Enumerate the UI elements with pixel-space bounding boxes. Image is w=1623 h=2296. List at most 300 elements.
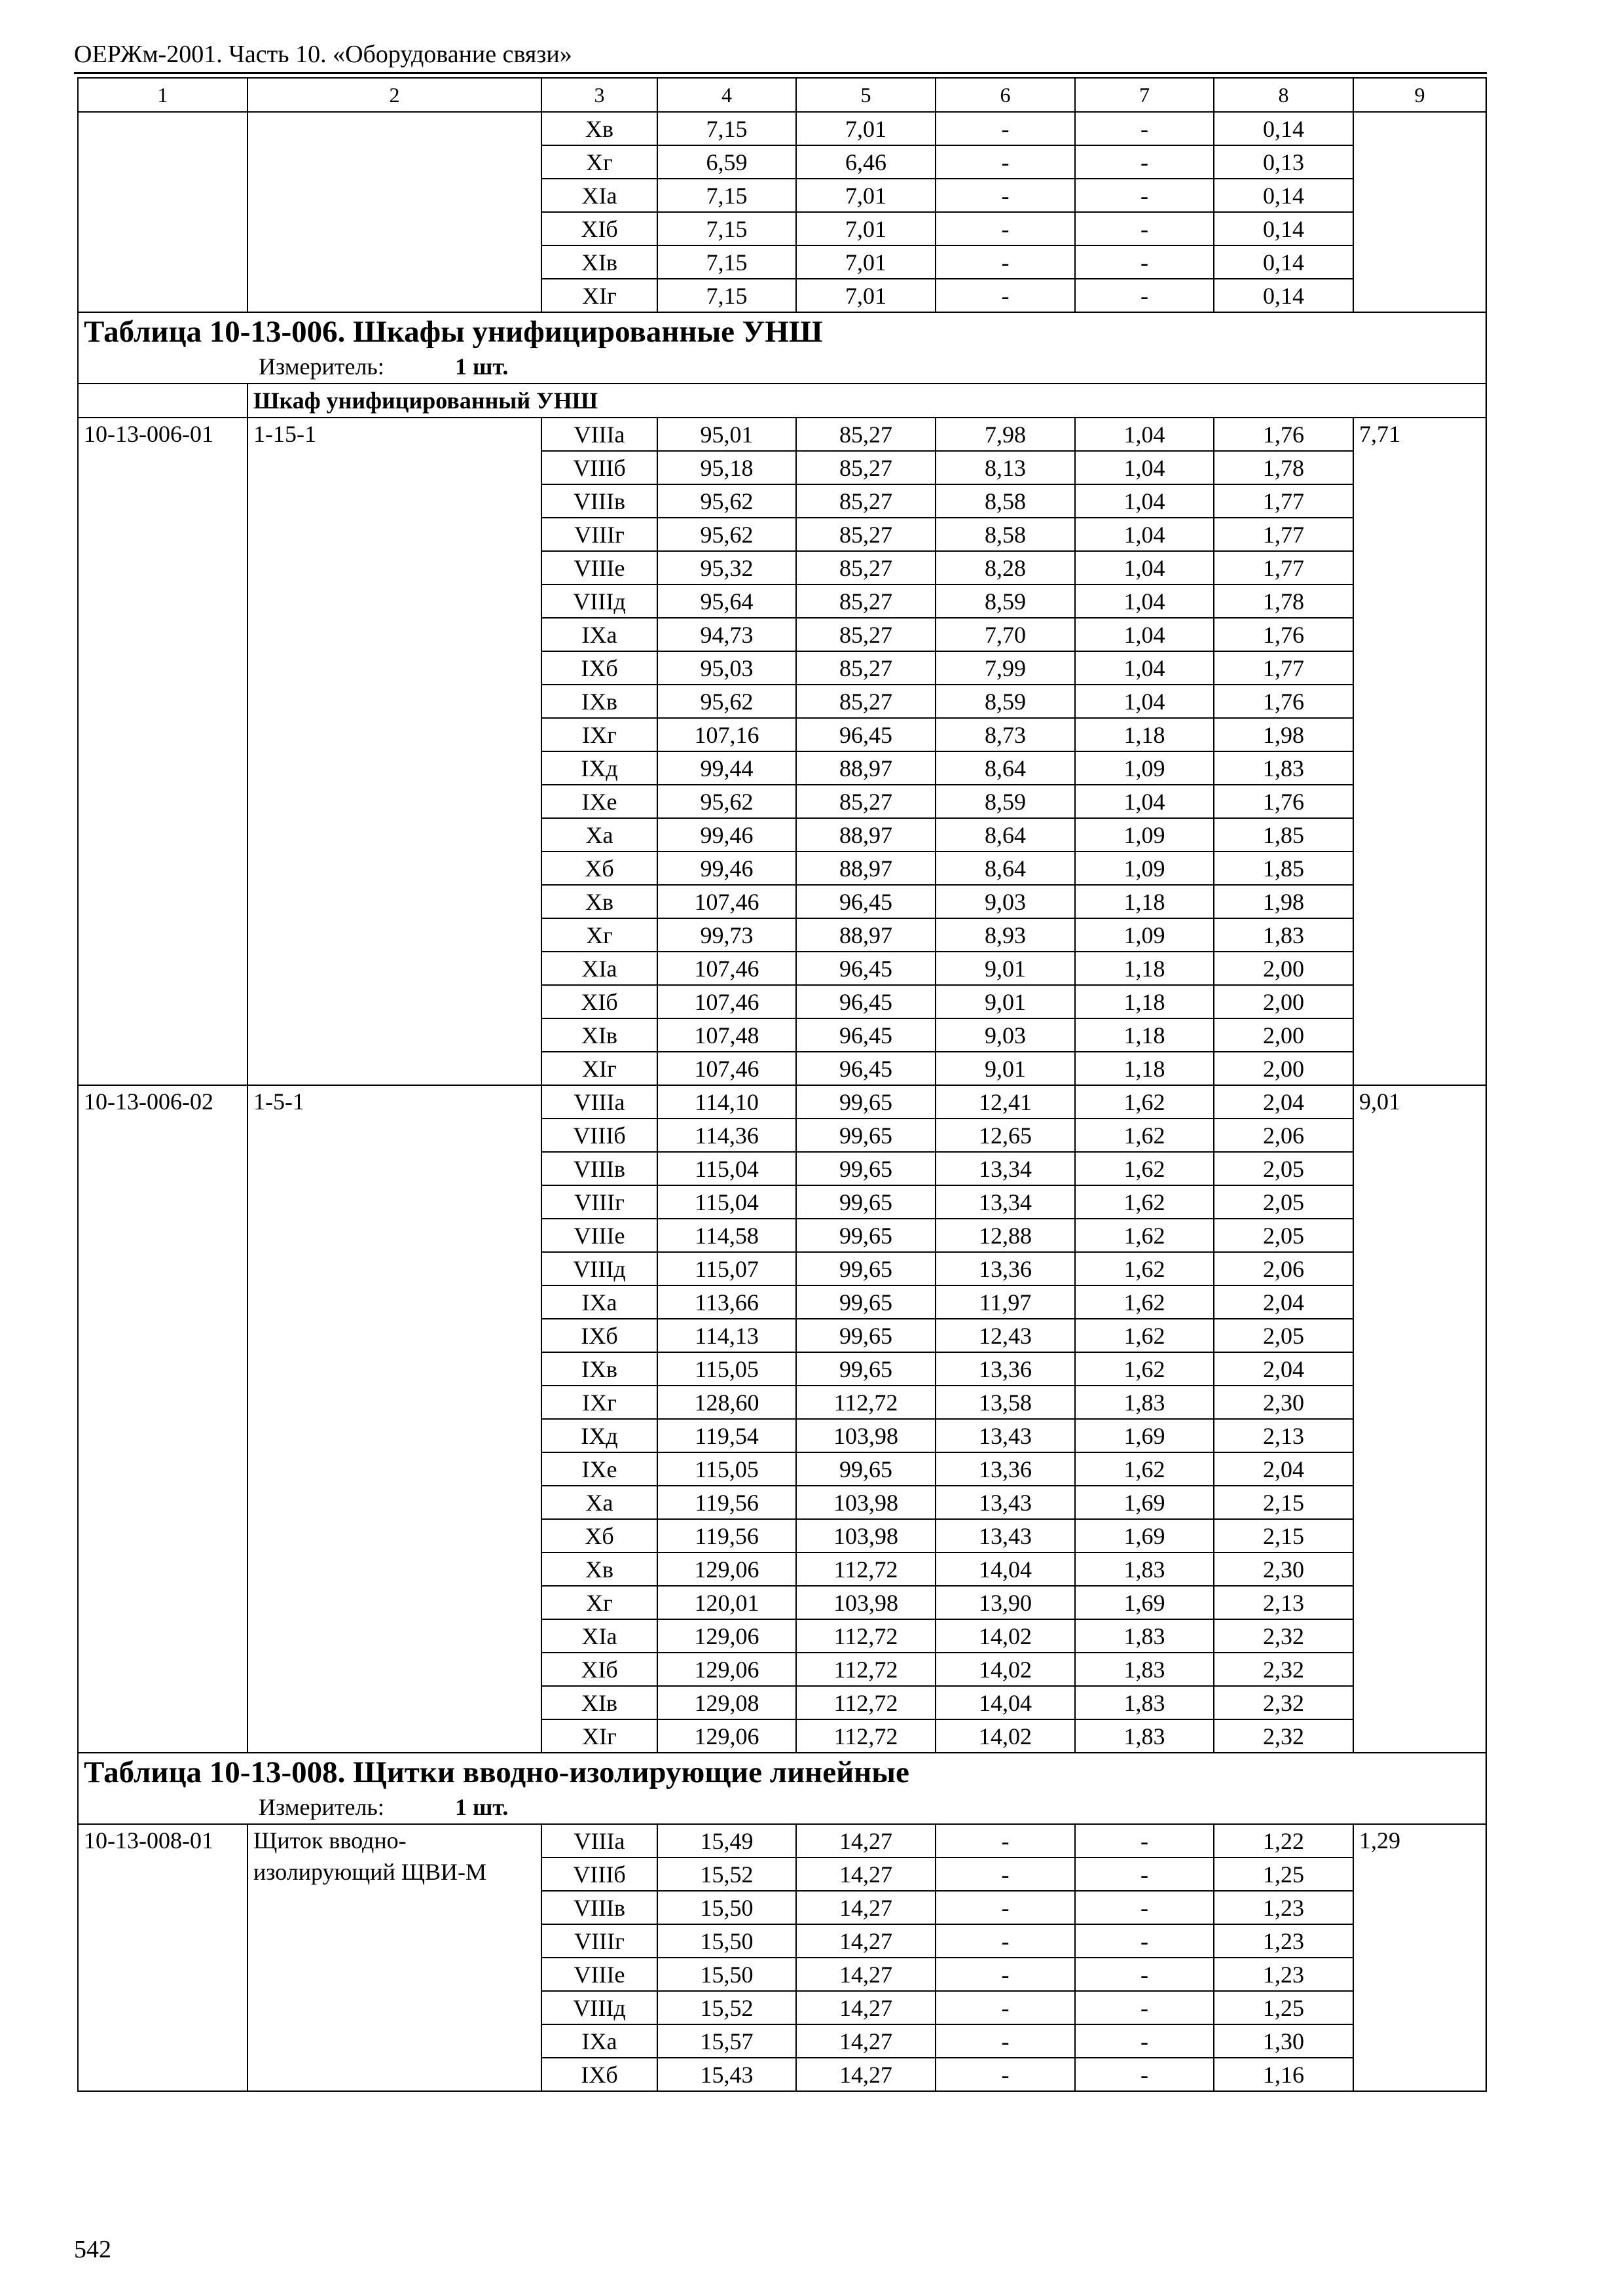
zone-cell: Xа (541, 818, 657, 852)
machine-cost-cell: 11,97 (936, 1285, 1075, 1319)
total-cost-cell: 95,62 (657, 685, 796, 718)
machine-cost-cell: 14,02 (936, 1653, 1075, 1686)
wage-cost-cell: 85,27 (796, 785, 936, 818)
driver-wage-cell: 1,18 (1075, 885, 1214, 918)
total-cost-cell: 99,46 (657, 818, 796, 852)
driver-wage-cell: - (1075, 279, 1214, 312)
total-cost-cell: 15,52 (657, 1857, 796, 1891)
machine-cost-cell: 13,43 (936, 1519, 1075, 1552)
driver-wage-cell: - (1075, 1924, 1214, 1958)
machine-cost-cell: 14,04 (936, 1686, 1075, 1719)
wage-cost-cell: 103,98 (796, 1586, 936, 1619)
wage-cost-cell: 14,27 (796, 2058, 936, 2091)
zone-cell: IXа (541, 618, 657, 651)
total-cost-cell: 115,05 (657, 1452, 796, 1486)
table-row (78, 418, 1486, 451)
materials-cost-cell: 1,76 (1214, 418, 1353, 451)
driver-wage-cell: 1,04 (1075, 418, 1214, 451)
total-cost-cell: 120,01 (657, 1586, 796, 1619)
column-number-8: 8 (1214, 78, 1353, 112)
machine-cost-cell: 14,02 (936, 1719, 1075, 1753)
machine-cost-cell: 13,90 (936, 1586, 1075, 1619)
machine-cost-cell: - (936, 245, 1075, 279)
materials-cost-cell: 2,32 (1214, 1686, 1353, 1719)
zone-cell: VIIIб (541, 1857, 657, 1891)
materials-cost-cell: 2,30 (1214, 1552, 1353, 1586)
measure-cell (78, 1791, 1486, 1824)
wage-cost-cell: 88,97 (796, 852, 936, 885)
total-cost-cell: 129,06 (657, 1619, 796, 1653)
table-row (78, 112, 1486, 145)
materials-cost-cell: 2,05 (1214, 1185, 1353, 1219)
zone-cell: Xа (541, 1486, 657, 1519)
materials-cost-cell: 1,85 (1214, 852, 1353, 885)
total-cost-cell: 115,07 (657, 1252, 796, 1285)
zone-cell: VIIIг (541, 518, 657, 551)
machine-cost-cell: 8,59 (936, 785, 1075, 818)
materials-cost-cell: 1,23 (1214, 1958, 1353, 1991)
total-cost-cell: 115,04 (657, 1185, 796, 1219)
materials-cost-cell: 2,13 (1214, 1586, 1353, 1619)
materials-cost-cell: 1,23 (1214, 1891, 1353, 1924)
zone-cell: IXе (541, 1452, 657, 1486)
column-number-row (78, 78, 1486, 112)
total-cost-cell: 107,46 (657, 1052, 796, 1085)
table-row (78, 1824, 1486, 1857)
driver-wage-cell: 1,83 (1075, 1719, 1214, 1753)
materials-cost-cell: 1,76 (1214, 785, 1353, 818)
table-title: Таблица 10-13-008. Щитки вводно-изолирующие линейные (78, 1753, 1486, 1791)
materials-cost-cell: 0,14 (1214, 279, 1353, 312)
machine-cost-cell: - (936, 1958, 1075, 1991)
total-cost-cell: 129,06 (657, 1719, 796, 1753)
machine-cost-cell: 14,04 (936, 1552, 1075, 1586)
wage-cost-cell: 99,65 (796, 1252, 936, 1285)
materials-cost-cell: 2,06 (1214, 1252, 1353, 1285)
machine-cost-cell: - (936, 212, 1075, 245)
machine-cost-cell: 14,02 (936, 1619, 1075, 1653)
machine-cost-cell: - (936, 2058, 1075, 2091)
total-cost-cell: 15,50 (657, 1891, 796, 1924)
total-cost-cell: 7,15 (657, 212, 796, 245)
driver-wage-cell: 1,69 (1075, 1486, 1214, 1519)
group-title: Шкаф унифицированный УНШ (247, 384, 1486, 418)
wage-cost-cell: 112,72 (796, 1719, 936, 1753)
wage-cost-cell: 96,45 (796, 952, 936, 985)
driver-wage-cell: 1,18 (1075, 952, 1214, 985)
wage-cost-cell: 85,27 (796, 518, 936, 551)
zone-cell: XIа (541, 952, 657, 985)
machine-cost-cell: 13,34 (936, 1185, 1075, 1219)
total-cost-cell: 94,73 (657, 618, 796, 651)
materials-cost-cell: 1,83 (1214, 751, 1353, 785)
materials-cost-cell: 1,77 (1214, 651, 1353, 685)
total-cost-cell: 114,58 (657, 1219, 796, 1252)
page-header: ОЕРЖм-2001. Часть 10. «Оборудование связи» (74, 41, 572, 68)
zone-cell: VIIIе (541, 1958, 657, 1991)
driver-wage-cell: 1,09 (1075, 918, 1214, 952)
machine-cost-cell: 12,41 (936, 1085, 1075, 1119)
materials-cost-cell: 1,98 (1214, 718, 1353, 751)
zone-cell: Xг (541, 145, 657, 179)
materials-cost-cell: 1,22 (1214, 1824, 1353, 1857)
zone-cell: XIа (541, 179, 657, 212)
header-rule (74, 72, 1487, 74)
wage-cost-cell: 14,27 (796, 1958, 936, 1991)
wage-cost-cell: 85,27 (796, 418, 936, 451)
zone-cell: VIIIа (541, 418, 657, 451)
zone-cell: IXа (541, 1285, 657, 1319)
column-number-1: 1 (78, 78, 247, 112)
zone-cell: IXб (541, 2058, 657, 2091)
measure-value: 1 шт. (455, 1794, 509, 1820)
driver-wage-cell: 1,83 (1075, 1619, 1214, 1653)
machine-cost-cell: 7,98 (936, 418, 1075, 451)
rates-table (77, 77, 1487, 2092)
code-cell: 10-13-006-02 (78, 1085, 247, 1753)
materials-cost-cell: 2,00 (1214, 1018, 1353, 1052)
materials-cost-cell: 2,30 (1214, 1386, 1353, 1419)
materials-cost-cell: 1,16 (1214, 2058, 1353, 2091)
machine-cost-cell: 12,65 (936, 1119, 1075, 1152)
zone-cell: XIб (541, 212, 657, 245)
machine-cost-cell: 8,28 (936, 551, 1075, 584)
machine-cost-cell: 13,36 (936, 1452, 1075, 1486)
driver-wage-cell: - (1075, 212, 1214, 245)
total-cost-cell: 95,62 (657, 518, 796, 551)
col9-cell: 9,01 (1353, 1085, 1486, 1753)
driver-wage-cell: 1,04 (1075, 785, 1214, 818)
machine-cost-cell: 8,73 (936, 718, 1075, 751)
total-cost-cell: 7,15 (657, 112, 796, 145)
total-cost-cell: 119,56 (657, 1486, 796, 1519)
materials-cost-cell: 2,05 (1214, 1219, 1353, 1252)
materials-cost-cell: 0,14 (1214, 212, 1353, 245)
wage-cost-cell: 85,27 (796, 551, 936, 584)
measure-row (78, 1791, 1486, 1824)
driver-wage-cell: 1,62 (1075, 1185, 1214, 1219)
driver-wage-cell: - (1075, 1857, 1214, 1891)
machine-cost-cell: 8,58 (936, 518, 1075, 551)
driver-wage-cell: 1,09 (1075, 818, 1214, 852)
total-cost-cell: 129,08 (657, 1686, 796, 1719)
zone-cell: IXд (541, 1419, 657, 1452)
col9-cell: 1,29 (1353, 1824, 1486, 2091)
column-number-2: 2 (247, 78, 541, 112)
driver-wage-cell: 1,62 (1075, 1085, 1214, 1119)
materials-cost-cell: 2,32 (1214, 1719, 1353, 1753)
zone-cell: IXе (541, 785, 657, 818)
zone-cell: IXв (541, 685, 657, 718)
driver-wage-cell: 1,04 (1075, 618, 1214, 651)
machine-cost-cell: - (936, 279, 1075, 312)
zone-cell: IXд (541, 751, 657, 785)
total-cost-cell: 107,48 (657, 1018, 796, 1052)
zone-cell: IXб (541, 651, 657, 685)
name-cell: 1-15-1 (247, 418, 541, 1085)
wage-cost-cell: 85,27 (796, 484, 936, 518)
wage-cost-cell: 103,98 (796, 1486, 936, 1519)
wage-cost-cell: 103,98 (796, 1419, 936, 1452)
zone-cell: Xб (541, 852, 657, 885)
driver-wage-cell: 1,62 (1075, 1352, 1214, 1386)
machine-cost-cell: - (936, 1924, 1075, 1958)
driver-wage-cell: - (1075, 1958, 1214, 1991)
materials-cost-cell: 1,78 (1214, 451, 1353, 484)
machine-cost-cell: 8,59 (936, 584, 1075, 618)
wage-cost-cell: 112,72 (796, 1653, 936, 1686)
name-cell (247, 112, 541, 312)
machine-cost-cell: 12,88 (936, 1219, 1075, 1252)
zone-cell: VIIIб (541, 1119, 657, 1152)
total-cost-cell: 15,52 (657, 1991, 796, 2024)
driver-wage-cell: 1,62 (1075, 1152, 1214, 1185)
zone-cell: Xв (541, 112, 657, 145)
machine-cost-cell: - (936, 145, 1075, 179)
wage-cost-cell: 112,72 (796, 1619, 936, 1653)
wage-cost-cell: 14,27 (796, 1857, 936, 1891)
machine-cost-cell: 7,70 (936, 618, 1075, 651)
materials-cost-cell: 1,85 (1214, 818, 1353, 852)
machine-cost-cell: 9,01 (936, 1052, 1075, 1085)
total-cost-cell: 95,03 (657, 651, 796, 685)
column-number-5: 5 (796, 78, 936, 112)
zone-cell: Xв (541, 1552, 657, 1586)
zone-cell: IXв (541, 1352, 657, 1386)
materials-cost-cell: 1,25 (1214, 1991, 1353, 2024)
wage-cost-cell: 112,72 (796, 1386, 936, 1419)
machine-cost-cell: 8,58 (936, 484, 1075, 518)
total-cost-cell: 99,73 (657, 918, 796, 952)
driver-wage-cell: 1,62 (1075, 1285, 1214, 1319)
column-number-3: 3 (541, 78, 657, 112)
machine-cost-cell: 13,58 (936, 1386, 1075, 1419)
machine-cost-cell: 12,43 (936, 1319, 1075, 1352)
wage-cost-cell: 99,65 (796, 1085, 936, 1119)
wage-cost-cell: 14,27 (796, 1891, 936, 1924)
measure-label: Измеритель: (259, 1794, 384, 1820)
total-cost-cell: 128,60 (657, 1386, 796, 1419)
total-cost-cell: 15,57 (657, 2024, 796, 2058)
driver-wage-cell: 1,18 (1075, 1052, 1214, 1085)
zone-cell: XIб (541, 985, 657, 1018)
driver-wage-cell: - (1075, 145, 1214, 179)
driver-wage-cell: 1,18 (1075, 985, 1214, 1018)
driver-wage-cell: - (1075, 1824, 1214, 1857)
wage-cost-cell: 85,27 (796, 618, 936, 651)
driver-wage-cell: 1,83 (1075, 1686, 1214, 1719)
total-cost-cell: 95,64 (657, 584, 796, 618)
zone-cell: VIIIа (541, 1085, 657, 1119)
machine-cost-cell: - (936, 1857, 1075, 1891)
materials-cost-cell: 2,00 (1214, 985, 1353, 1018)
wage-cost-cell: 85,27 (796, 451, 936, 484)
driver-wage-cell: 1,83 (1075, 1653, 1214, 1686)
driver-wage-cell: 1,69 (1075, 1586, 1214, 1619)
wage-cost-cell: 96,45 (796, 1052, 936, 1085)
machine-cost-cell: 8,59 (936, 685, 1075, 718)
materials-cost-cell: 1,25 (1214, 1857, 1353, 1891)
wage-cost-cell: 99,65 (796, 1352, 936, 1386)
total-cost-cell: 115,04 (657, 1152, 796, 1185)
measure-row (78, 350, 1486, 384)
driver-wage-cell: 1,04 (1075, 551, 1214, 584)
driver-wage-cell: 1,69 (1075, 1519, 1214, 1552)
zone-cell: XIа (541, 1619, 657, 1653)
machine-cost-cell: 8,64 (936, 751, 1075, 785)
group-spacer-cell (78, 384, 247, 418)
materials-cost-cell: 2,05 (1214, 1152, 1353, 1185)
wage-cost-cell: 6,46 (796, 145, 936, 179)
zone-cell: Xв (541, 885, 657, 918)
materials-cost-cell: 2,04 (1214, 1352, 1353, 1386)
driver-wage-cell: - (1075, 245, 1214, 279)
materials-cost-cell: 2,15 (1214, 1486, 1353, 1519)
wage-cost-cell: 96,45 (796, 885, 936, 918)
driver-wage-cell: - (1075, 2058, 1214, 2091)
driver-wage-cell: 1,69 (1075, 1419, 1214, 1452)
zone-cell: XIг (541, 1052, 657, 1085)
zone-cell: VIIIг (541, 1185, 657, 1219)
wage-cost-cell: 99,65 (796, 1452, 936, 1486)
total-cost-cell: 15,50 (657, 1958, 796, 1991)
materials-cost-cell: 2,13 (1214, 1419, 1353, 1452)
materials-cost-cell: 1,83 (1214, 918, 1353, 952)
zone-cell: XIг (541, 279, 657, 312)
col9-cell (1353, 112, 1486, 312)
driver-wage-cell: - (1075, 1891, 1214, 1924)
total-cost-cell: 7,15 (657, 179, 796, 212)
wage-cost-cell: 14,27 (796, 1924, 936, 1958)
total-cost-cell: 6,59 (657, 145, 796, 179)
driver-wage-cell: 1,09 (1075, 852, 1214, 885)
wage-cost-cell: 7,01 (796, 245, 936, 279)
wage-cost-cell: 88,97 (796, 918, 936, 952)
wage-cost-cell: 112,72 (796, 1552, 936, 1586)
machine-cost-cell: 9,03 (936, 885, 1075, 918)
column-number-9: 9 (1353, 78, 1486, 112)
total-cost-cell: 15,43 (657, 2058, 796, 2091)
materials-cost-cell: 2,32 (1214, 1619, 1353, 1653)
machine-cost-cell: 8,64 (936, 852, 1075, 885)
driver-wage-cell: 1,04 (1075, 484, 1214, 518)
total-cost-cell: 99,44 (657, 751, 796, 785)
machine-cost-cell: 13,34 (936, 1152, 1075, 1185)
materials-cost-cell: 2,04 (1214, 1085, 1353, 1119)
zone-cell: VIIIе (541, 551, 657, 584)
zone-cell: VIIIг (541, 1924, 657, 1958)
driver-wage-cell: 1,04 (1075, 451, 1214, 484)
total-cost-cell: 113,66 (657, 1285, 796, 1319)
wage-cost-cell: 14,27 (796, 1991, 936, 2024)
materials-cost-cell: 2,32 (1214, 1653, 1353, 1686)
column-number-7: 7 (1075, 78, 1214, 112)
wage-cost-cell: 112,72 (796, 1686, 936, 1719)
wage-cost-cell: 99,65 (796, 1185, 936, 1219)
name-cell: Щиток вводно-изолирующий ЩВИ-М (247, 1824, 541, 2091)
wage-cost-cell: 85,27 (796, 584, 936, 618)
wage-cost-cell: 14,27 (796, 2024, 936, 2058)
materials-cost-cell: 2,15 (1214, 1519, 1353, 1552)
zone-cell: VIIIе (541, 1219, 657, 1252)
zone-cell: VIIIд (541, 1252, 657, 1285)
materials-cost-cell: 1,77 (1214, 518, 1353, 551)
wage-cost-cell: 99,65 (796, 1219, 936, 1252)
total-cost-cell: 119,54 (657, 1419, 796, 1452)
zone-cell: VIIIа (541, 1824, 657, 1857)
machine-cost-cell: 9,01 (936, 985, 1075, 1018)
machine-cost-cell: - (936, 179, 1075, 212)
table-title-row (78, 312, 1486, 350)
wage-cost-cell: 99,65 (796, 1152, 936, 1185)
zone-cell: VIIIб (541, 451, 657, 484)
total-cost-cell: 7,15 (657, 279, 796, 312)
wage-cost-cell: 7,01 (796, 279, 936, 312)
total-cost-cell: 114,36 (657, 1119, 796, 1152)
materials-cost-cell: 1,76 (1214, 685, 1353, 718)
column-number-4: 4 (657, 78, 796, 112)
machine-cost-cell: 13,36 (936, 1352, 1075, 1386)
machine-cost-cell: 9,01 (936, 952, 1075, 985)
driver-wage-cell: 1,04 (1075, 518, 1214, 551)
driver-wage-cell: 1,62 (1075, 1319, 1214, 1352)
code-cell: 10-13-006-01 (78, 418, 247, 1085)
zone-cell: XIв (541, 1018, 657, 1052)
materials-cost-cell: 2,00 (1214, 952, 1353, 985)
wage-cost-cell: 88,97 (796, 818, 936, 852)
materials-cost-cell: 2,04 (1214, 1285, 1353, 1319)
col9-cell: 7,71 (1353, 418, 1486, 1085)
wage-cost-cell: 96,45 (796, 985, 936, 1018)
materials-cost-cell: 1,23 (1214, 1924, 1353, 1958)
wage-cost-cell: 88,97 (796, 751, 936, 785)
name-cell: 1-5-1 (247, 1085, 541, 1753)
driver-wage-cell: 1,18 (1075, 718, 1214, 751)
machine-cost-cell: 13,36 (936, 1252, 1075, 1285)
wage-cost-cell: 7,01 (796, 212, 936, 245)
zone-cell: VIIIд (541, 1991, 657, 2024)
driver-wage-cell: - (1075, 2024, 1214, 2058)
machine-cost-cell: 13,43 (936, 1486, 1075, 1519)
driver-wage-cell: - (1075, 179, 1214, 212)
driver-wage-cell: - (1075, 112, 1214, 145)
materials-cost-cell: 2,00 (1214, 1052, 1353, 1085)
total-cost-cell: 129,06 (657, 1552, 796, 1586)
total-cost-cell: 15,50 (657, 1924, 796, 1958)
zone-cell: IXб (541, 1319, 657, 1352)
machine-cost-cell: - (936, 1991, 1075, 2024)
total-cost-cell: 119,56 (657, 1519, 796, 1552)
total-cost-cell: 95,32 (657, 551, 796, 584)
machine-cost-cell: 13,43 (936, 1419, 1075, 1452)
group-title-row (78, 384, 1486, 418)
driver-wage-cell: 1,04 (1075, 651, 1214, 685)
zone-cell: VIIIв (541, 1891, 657, 1924)
driver-wage-cell: 1,83 (1075, 1552, 1214, 1586)
driver-wage-cell: 1,04 (1075, 584, 1214, 618)
materials-cost-cell: 2,05 (1214, 1319, 1353, 1352)
wage-cost-cell: 96,45 (796, 1018, 936, 1052)
driver-wage-cell: 1,62 (1075, 1252, 1214, 1285)
total-cost-cell: 99,46 (657, 852, 796, 885)
rates-table-body (78, 78, 1486, 2091)
zone-cell: VIIIд (541, 584, 657, 618)
total-cost-cell: 107,46 (657, 985, 796, 1018)
total-cost-cell: 95,01 (657, 418, 796, 451)
total-cost-cell: 114,13 (657, 1319, 796, 1352)
zone-cell: XIв (541, 1686, 657, 1719)
machine-cost-cell: 7,99 (936, 651, 1075, 685)
